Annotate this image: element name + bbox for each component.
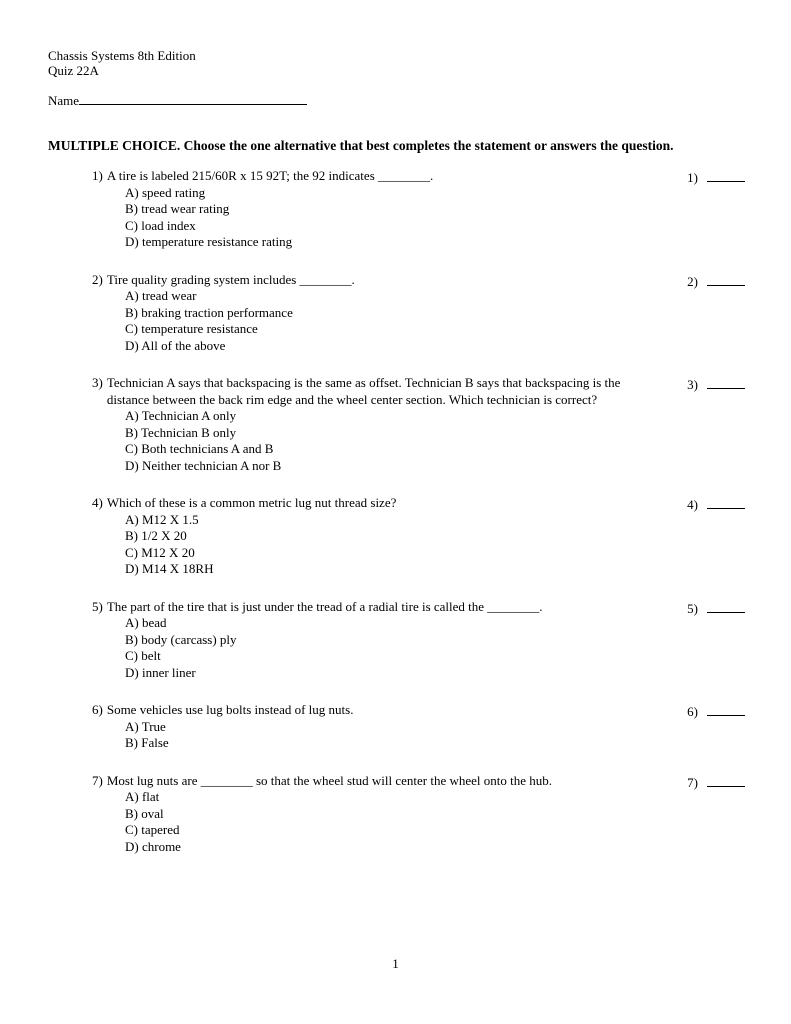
question-text: Technician A says that backspacing is the same as offset. Technician B says that backspacing is the distance between the back rim edge and the wheel center section. Which technician is correct?	[106, 375, 621, 407]
choice: B) tread wear rating	[125, 201, 230, 216]
choice: D) All of the above	[125, 337, 226, 353]
question-body	[92, 702, 353, 752]
choices	[125, 512, 396, 578]
answer-area	[687, 375, 745, 394]
choice: A) speed rating	[125, 184, 206, 200]
document-header	[48, 48, 745, 78]
answer-number: 3)	[687, 377, 698, 392]
question-block	[48, 168, 745, 251]
question-body	[92, 272, 355, 355]
question-block	[48, 272, 745, 355]
question-text: The part of the tire that is just under the tread of a radial tire is called the ________.	[106, 598, 543, 614]
question-line	[92, 168, 433, 185]
answer-blank-line	[707, 273, 745, 286]
choice: C) M12 X 20	[125, 544, 195, 560]
question-body	[92, 375, 657, 474]
choice: A) True	[125, 718, 166, 734]
choice: A) tread wear	[125, 288, 197, 303]
question-line	[92, 495, 396, 512]
choice: D) M14 X 18RH	[125, 561, 214, 576]
choice: A) Technician A only	[125, 408, 237, 423]
choices	[125, 719, 353, 752]
answer-area	[687, 272, 745, 291]
answer-number: 5)	[687, 600, 698, 616]
choice: D) Neither technician A nor B	[125, 457, 282, 473]
question-block	[48, 375, 745, 474]
choice: B) Technician B only	[125, 424, 237, 440]
choice: D) inner liner	[125, 664, 196, 680]
question-text: Tire quality grading system includes ________.	[106, 271, 355, 287]
choices	[125, 185, 433, 251]
choices	[125, 789, 552, 855]
answer-blank-line	[707, 703, 745, 716]
instructions-text: MULTIPLE CHOICE. Choose the one alternative that best completes the statement or answers the question.	[48, 138, 674, 153]
choice: C) temperature resistance	[125, 321, 258, 336]
question-number: 6)	[92, 702, 103, 717]
answer-blank-line	[707, 600, 745, 613]
answer-area	[687, 702, 745, 721]
choice: C) load index	[125, 217, 196, 233]
name-blank-line	[79, 92, 307, 105]
answer-area	[687, 168, 745, 187]
question-text: Most lug nuts are ________ so that the wheel stud will center the wheel onto the hub.	[106, 772, 553, 788]
page-number: 1	[392, 956, 399, 971]
question-line	[92, 272, 355, 289]
answer-number: 6)	[687, 704, 698, 719]
questions-list	[48, 168, 745, 855]
choice: D) temperature resistance rating	[125, 234, 293, 249]
question-text: A tire is labeled 215/60R x 15 92T; the 92 indicates ________.	[106, 168, 434, 183]
question-body	[92, 773, 552, 856]
choice: A) M12 X 1.5	[125, 511, 199, 527]
choice: C) belt	[125, 648, 161, 663]
choice: A) flat	[125, 789, 160, 804]
choice: B) braking traction performance	[125, 304, 293, 320]
question-block	[48, 495, 745, 578]
choice: C) tapered	[125, 822, 180, 837]
answer-number: 1)	[687, 170, 698, 185]
choice: B) oval	[125, 805, 164, 821]
choice: B) 1/2 X 20	[125, 528, 187, 543]
choices	[125, 408, 657, 474]
question-text: Some vehicles use lug bolts instead of lug nuts.	[106, 702, 354, 717]
question-number: 4)	[92, 495, 103, 510]
answer-blank-line	[707, 169, 745, 182]
question-line	[92, 773, 552, 790]
choice: B) body (carcass) ply	[125, 631, 237, 647]
question-line	[92, 599, 543, 616]
question-number: 3)	[92, 375, 103, 390]
question-number: 1)	[92, 168, 103, 183]
answer-area	[687, 495, 745, 514]
quiz-subtitle: Quiz 22A	[48, 63, 99, 78]
document-title: Chassis Systems 8th Edition	[48, 48, 196, 63]
choice: D) chrome	[125, 838, 181, 854]
answer-area	[687, 773, 745, 792]
question-number: 5)	[92, 598, 103, 614]
answer-blank-line	[707, 376, 745, 389]
question-block	[48, 702, 745, 752]
choice: C) Both technicians A and B	[125, 441, 274, 456]
question-block	[48, 773, 745, 856]
question-body	[92, 168, 433, 251]
answer-blank-line	[707, 496, 745, 509]
choices	[125, 288, 355, 354]
question-block	[48, 599, 745, 682]
answer-area	[687, 599, 745, 618]
question-number: 7)	[92, 772, 103, 788]
choices	[125, 615, 543, 681]
name-label: Name	[48, 93, 80, 108]
question-text: Which of these is a common metric lug nut thread size?	[106, 495, 397, 510]
question-line	[92, 702, 353, 719]
choice: B) False	[125, 735, 169, 750]
answer-number: 7)	[687, 774, 698, 790]
question-line	[92, 375, 657, 408]
name-row	[48, 92, 745, 109]
choice: A) bead	[125, 615, 167, 630]
question-body	[92, 495, 396, 578]
answer-number: 4)	[687, 497, 698, 512]
question-number: 2)	[92, 271, 103, 287]
answer-number: 2)	[687, 273, 698, 289]
question-body	[92, 599, 543, 682]
answer-blank-line	[707, 774, 745, 787]
